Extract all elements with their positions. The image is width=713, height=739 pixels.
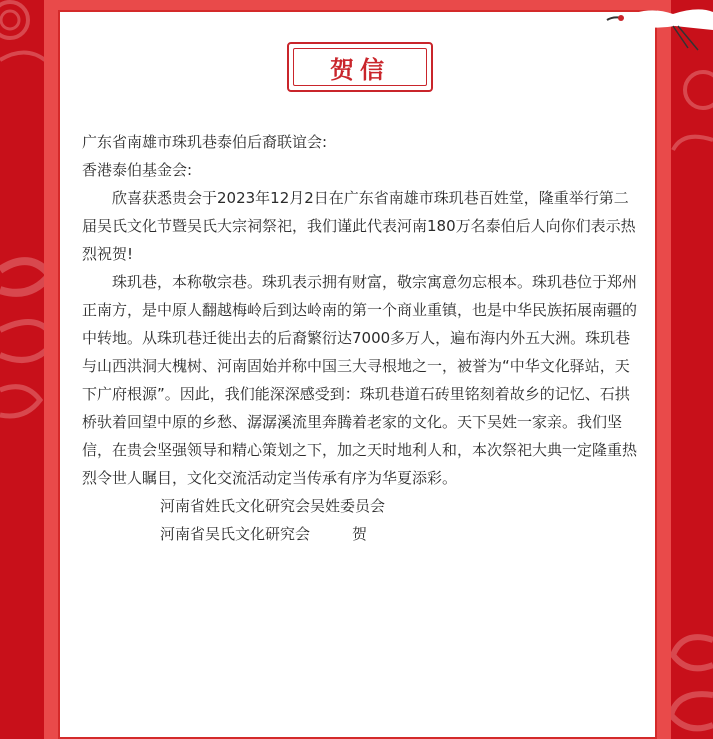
signature-closing: 贺: [352, 525, 368, 543]
letter-body: [82, 128, 638, 548]
signature-line-2: [82, 520, 638, 548]
signature-org-2: 河南省吴氏文化研究会: [160, 525, 311, 543]
paragraph-1: 欣喜获悉贵会于2023年12月2日在广东省南雄市珠玑巷百姓堂，隆重举行第二届吴氏文化节暨吴氏大宗祠祭祀，我们谨此代表河南180万名泰伯后人向你们表示热烈祝贺!: [82, 189, 636, 263]
crane-icon: [603, 0, 713, 60]
salutation-1: 广东省南雄市珠玑巷泰伯后裔联谊会:: [82, 133, 328, 151]
salutation-2: 香港泰伯基金会:: [82, 161, 193, 179]
signature-line-1: 河南省姓氏文化研究会吴姓委员会: [160, 497, 386, 515]
cloud-swirl-top-left-icon: [0, 0, 50, 80]
page-title: 贺信: [330, 54, 390, 84]
title-box: [287, 42, 433, 92]
paragraph-2: 珠玑巷，本称敬宗巷。珠玑表示拥有财富，敬宗寓意勿忘根本。珠玑巷位于郑州正南方，是中原人翻越梅岭后到达岭南的第一个商业重镇，也是中华民族拓展南疆的中转地。从珠玑巷迁徙出去的后裔繁衍达7000多万人，遍布海内外五大洲。珠玑巷与山西洪洞大槐树、河南固始并称中国三大寻根地之一，被誉为“中华文化驿站，天下广府根源”。因此，我们能深深感受到：珠玑巷道石砖里铭刻着故乡的记忆、石拱桥驮着回望中原的乡愁、潺潺溪流里奔腾着老家的文化。天下吴姓一家亲。我们坚信，在贵会坚强领导和精心策划之下，加之天时地利人和，本次祭祀大典一定隆重热烈令世人瞩目，文化交流活动定当传承有序为华夏添彩。: [82, 273, 638, 487]
title-box-inner: [293, 48, 427, 86]
